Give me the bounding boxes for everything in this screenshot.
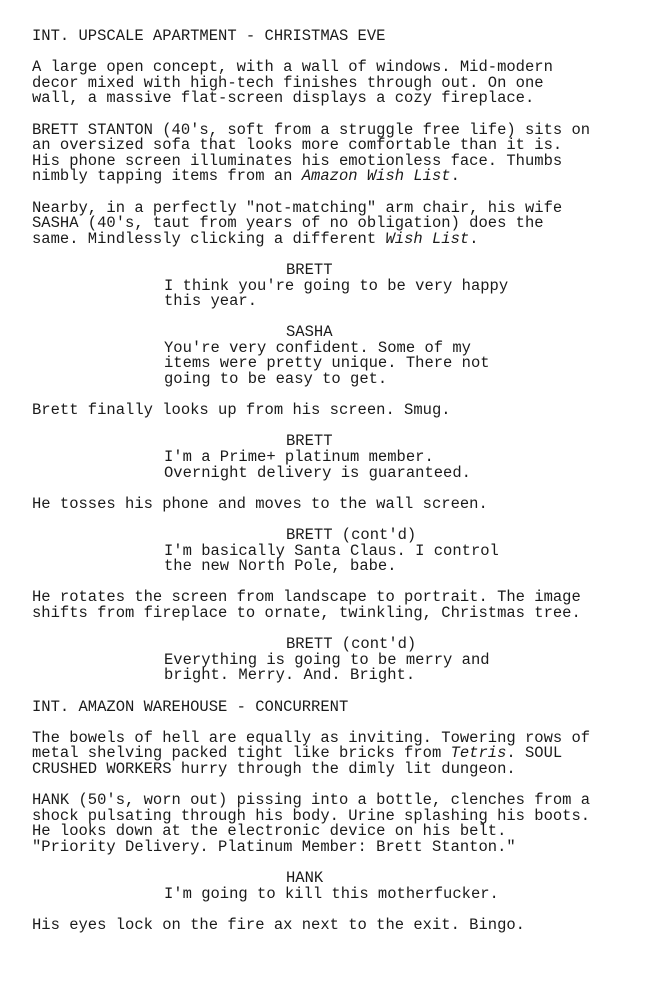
dialogue [32, 338, 645, 389]
action-line: wall, a massive flat-screen displays a cozy fireplace. [32, 89, 535, 108]
italic-title: Wish List [385, 229, 470, 248]
action-line: an oversized sofa that looks more comfortable than it is. [32, 136, 563, 155]
action-line: The bowels of hell are equally as inviting. Towering rows of [32, 728, 591, 747]
action-block [32, 915, 645, 934]
text-span: metal shelving packed tight like bricks from [32, 744, 451, 763]
action-line: SASHA (40's, taut from years of no obligation) does the [32, 214, 544, 233]
dialogue-line: I'm basically Santa Claus. I control [164, 541, 499, 560]
action-line: He rotates the screen from landscape to portrait. The image [32, 588, 581, 607]
action-line: His phone screen illuminates his emotionless face. Thumbs [32, 151, 563, 170]
text-span: . SOUL [506, 744, 563, 763]
action-block [32, 403, 645, 419]
scene-heading: INT. AMAZON WAREHOUSE - CONCURRENT [32, 697, 349, 716]
action-line: He tosses his phone and moves to the wall screen. [32, 494, 488, 513]
dialogue [32, 276, 645, 311]
text-span: . [469, 229, 479, 248]
dialogue-line: You're very confident. Some of my [164, 338, 471, 357]
action-block [32, 60, 645, 107]
action-line: Nearby, in a perfectly "not-matching" arm chair, his wife [32, 198, 563, 217]
character-name: BRETT [286, 260, 333, 279]
action-line: decor mixed with high-tech finishes through out. On one [32, 73, 544, 92]
dialogue-line: Overnight delivery is guaranteed. [164, 463, 471, 482]
action-block [32, 793, 645, 855]
text-span: same. Mindlessly clicking a different [32, 229, 386, 248]
action-line: Brett finally looks up from his screen. Smug. [32, 401, 451, 420]
action-block [32, 728, 645, 778]
dialogue [32, 450, 645, 481]
action-block [32, 198, 645, 248]
dialogue-line: the new North Pole, babe. [164, 557, 397, 576]
action-block [32, 494, 645, 513]
action-line: His eyes lock on the fire ax next to the exit. Bingo. [32, 915, 525, 934]
italic-title: Tetris [450, 744, 507, 763]
dialogue [32, 650, 645, 685]
dialogue-line: I think you're going to be very happy [164, 276, 509, 295]
dialogue [32, 541, 645, 576]
text-span: nimbly tapping items from an [32, 167, 302, 186]
dialogue-line: going to be easy to get. [164, 370, 388, 389]
action-line [32, 229, 645, 248]
text-span: . [450, 167, 460, 186]
action-line: shock pulsating through his body. Urine splashing his boots. [32, 806, 591, 825]
action-line: A large open concept, with a wall of windows. Mid-modern [32, 58, 553, 77]
action-line: BRETT STANTON (40's, soft from a struggle free life) sits on [32, 120, 591, 139]
dialogue-line: items were pretty unique. There not [164, 354, 490, 373]
character-name: HANK [286, 869, 324, 888]
character-name: BRETT [286, 432, 333, 451]
italic-title: Amazon Wish List [301, 167, 451, 186]
dialogue-line: I'm going to kill this motherfucker. [164, 884, 499, 903]
action-block [32, 120, 645, 186]
scene-heading: INT. UPSCALE APARTMENT - CHRISTMAS EVE [32, 27, 386, 45]
dialogue-line: Everything is going to be merry and [164, 650, 490, 669]
character-name: BRETT (cont'd) [286, 635, 417, 654]
action-block [32, 590, 645, 621]
dialogue-line: this year. [164, 292, 258, 311]
action-line: He looks down at the electronic device on his belt. [32, 822, 507, 841]
character-name: BRETT (cont'd) [286, 526, 417, 544]
action-line: HANK (50's, worn out) pissing into a bottle, clenches from a [32, 791, 591, 810]
character-name: SASHA [286, 323, 333, 342]
action-line: shifts from fireplace to ornate, twinkling, Christmas tree. [32, 603, 581, 622]
action-line: CRUSHED WORKERS hurry through the dimly lit dungeon. [32, 759, 516, 778]
dialogue-line: bright. Merry. And. Bright. [164, 666, 416, 685]
dialogue-line: I'm a Prime+ platinum member. [164, 448, 434, 467]
action-line: "Priority Delivery. Platinum Member: Brett Stanton." [32, 837, 516, 856]
dialogue [32, 884, 645, 903]
action-line [32, 169, 645, 185]
